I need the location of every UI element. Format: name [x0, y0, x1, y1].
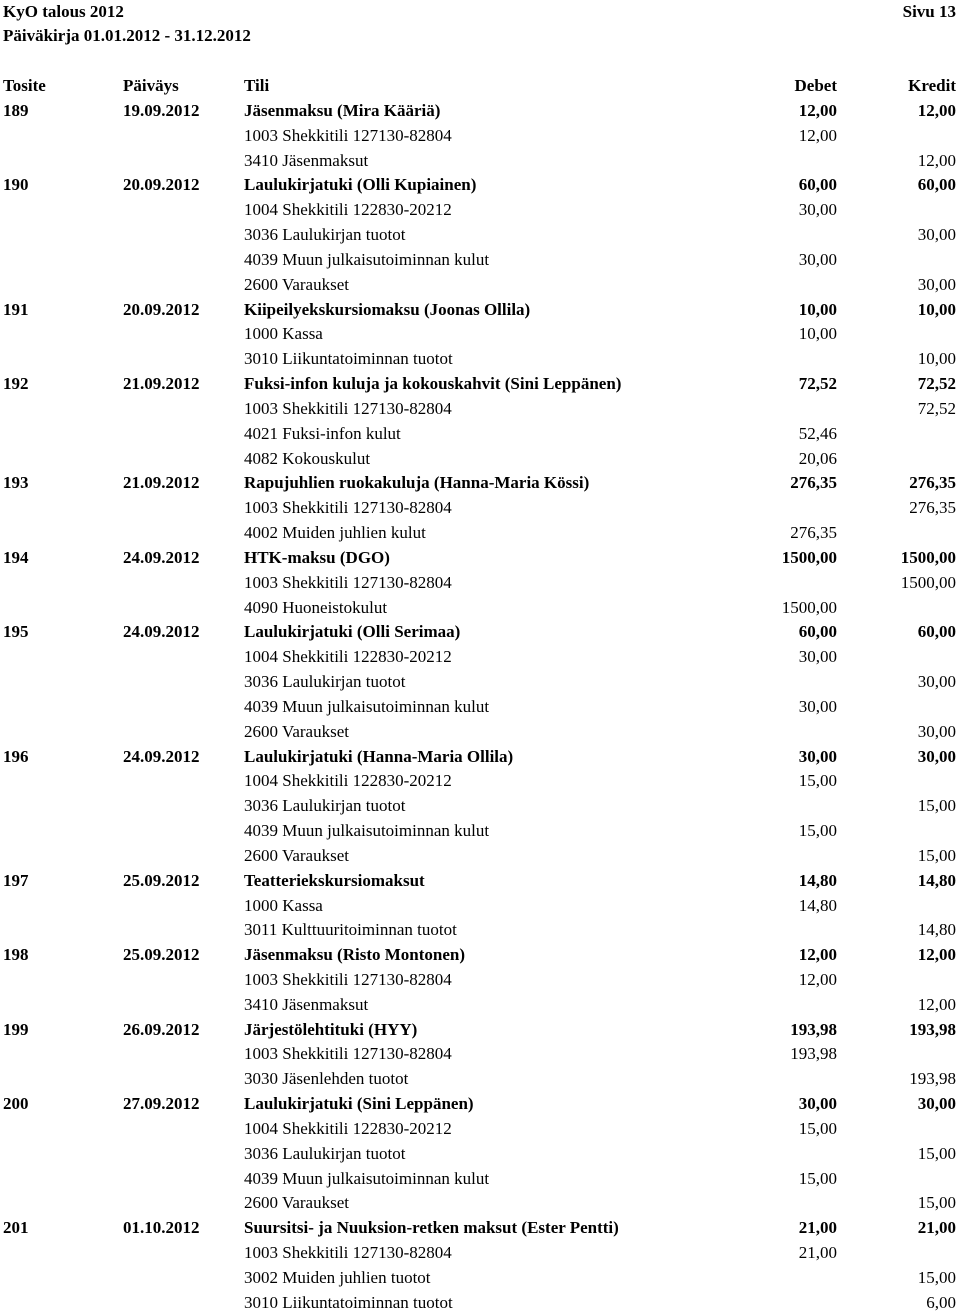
document-subtitle: Päiväkirja 01.01.2012 - 31.12.2012: [3, 26, 251, 45]
account-debet: 15,00: [798, 771, 837, 791]
account-debet: 15,00: [798, 821, 837, 841]
account-line: [0, 1241, 960, 1266]
entry-id: 189: [3, 101, 29, 120]
account-kredit: 15,00: [917, 1193, 956, 1213]
account-name: 1004 Shekkitili 122830-20212: [244, 647, 452, 667]
entry-debet: 60,00: [798, 175, 837, 195]
account-kredit: 14,80: [917, 920, 956, 940]
account-line: [0, 695, 960, 720]
entry-row: [0, 1018, 960, 1043]
account-line: [0, 248, 960, 273]
entry-debet: 12,00: [798, 945, 837, 965]
column-header-paivays: Päiväys: [123, 76, 179, 95]
account-name: 3030 Jäsenlehden tuotot: [244, 1069, 409, 1089]
account-name: 3036 Laulukirjan tuotot: [244, 672, 406, 692]
account-name: 1003 Shekkitili 127130-82804: [244, 1243, 452, 1263]
entry-kredit: 30,00: [917, 1094, 956, 1114]
account-line: [0, 968, 960, 993]
entry-description: Järjestölehtituki (HYY): [244, 1019, 418, 1039]
account-name: 1000 Kassa: [244, 324, 323, 344]
entry-id: 199: [3, 1019, 29, 1039]
account-line: [0, 720, 960, 745]
account-debet: 30,00: [798, 696, 837, 716]
entry-row: [0, 1092, 960, 1117]
entry-id: 201: [3, 1218, 29, 1238]
account-name: 4039 Muun julkaisutoiminnan kulut: [244, 1168, 490, 1188]
account-line: [0, 422, 960, 447]
entry-kredit: 10,00: [917, 299, 956, 319]
account-line: [0, 918, 960, 943]
column-header-kredit: Kredit: [908, 76, 956, 95]
account-debet: 1500,00: [781, 597, 837, 617]
account-kredit: 15,00: [917, 796, 956, 816]
account-kredit: 30,00: [917, 721, 956, 741]
entry-date: 24.09.2012: [123, 622, 200, 642]
entry-date: 20.09.2012: [123, 299, 200, 319]
entry-row: [0, 943, 960, 968]
entry-date: 24.09.2012: [123, 547, 200, 567]
page-number: Sivu 13: [902, 2, 956, 21]
entry-id: 190: [3, 175, 29, 195]
account-line: [0, 844, 960, 869]
document-title: KyO talous 2012: [3, 2, 124, 21]
entry-debet: 14,80: [798, 870, 837, 890]
account-debet: 52,46: [798, 423, 837, 443]
entry-kredit: 276,35: [909, 473, 956, 493]
entry-debet: 12,00: [798, 101, 837, 120]
entry-debet: 30,00: [798, 746, 837, 766]
entry-kredit: 30,00: [917, 746, 956, 766]
account-name: 3002 Muiden juhlien tuotot: [244, 1267, 431, 1287]
account-name: 2600 Varaukset: [244, 845, 349, 865]
account-name: 1003 Shekkitili 127130-82804: [244, 398, 452, 418]
entry-debet: 21,00: [798, 1218, 837, 1238]
account-name: 3011 Kulttuuritoiminnan tuotot: [244, 920, 457, 940]
account-line: [0, 322, 960, 347]
account-line: [0, 596, 960, 621]
account-debet: 10,00: [798, 324, 837, 344]
account-kredit: 276,35: [909, 498, 956, 518]
account-name: 2600 Varaukset: [244, 1193, 349, 1213]
entry-date: 20.09.2012: [123, 175, 200, 195]
account-kredit: 1500,00: [900, 572, 956, 592]
account-name: 3036 Laulukirjan tuotot: [244, 225, 406, 245]
account-name: 4021 Fuksi-infon kulut: [244, 423, 401, 443]
account-name: 4090 Huoneistokulut: [244, 597, 388, 617]
account-kredit: 15,00: [917, 1143, 956, 1163]
entry-description: Jäsenmaksu (Risto Montonen): [244, 945, 466, 965]
account-line: [0, 273, 960, 298]
account-line: [0, 1266, 960, 1291]
entry-description: Laulukirjatuki (Sini Leppänen): [244, 1094, 474, 1114]
entry-row: [0, 372, 960, 397]
entry-debet: 193,98: [790, 1019, 837, 1039]
column-header-tosite: Tosite: [3, 76, 46, 95]
entry-date: 24.09.2012: [123, 746, 200, 766]
entry-description: Rapujuhlien ruokakuluja (Hanna-Maria Kössi): [244, 473, 590, 493]
entry-row: [0, 173, 960, 198]
entry-kredit: 60,00: [917, 175, 956, 195]
entry-row: [0, 1216, 960, 1241]
entry-id: 195: [3, 622, 29, 642]
account-kredit: 72,52: [917, 398, 956, 418]
entry-row: [0, 745, 960, 770]
entry-debet: 10,00: [798, 299, 837, 319]
account-line: [0, 1291, 960, 1316]
account-kredit: 12,00: [917, 150, 956, 170]
account-line: [0, 347, 960, 372]
account-line: [0, 397, 960, 422]
entry-date: 27.09.2012: [123, 1094, 200, 1114]
entry-id: 197: [3, 870, 29, 890]
entry-row: [0, 620, 960, 645]
account-kredit: 6,00: [926, 1292, 956, 1312]
account-debet: 12,00: [798, 125, 837, 145]
account-line: [0, 1067, 960, 1092]
column-header-row: [0, 74, 960, 98]
account-name: 4039 Muun julkaisutoiminnan kulut: [244, 249, 490, 269]
entry-id: 196: [3, 746, 29, 766]
account-kredit: 12,00: [917, 994, 956, 1014]
account-line: [0, 769, 960, 794]
account-debet: 30,00: [798, 249, 837, 269]
entry-debet: 276,35: [790, 473, 837, 493]
entry-description: Laulukirjatuki (Olli Kupiainen): [244, 175, 477, 195]
entry-kredit: 193,98: [909, 1019, 956, 1039]
entry-date: 26.09.2012: [123, 1019, 200, 1039]
entry-id: 192: [3, 374, 29, 394]
account-name: 1003 Shekkitili 127130-82804: [244, 572, 452, 592]
account-name: 1004 Shekkitili 122830-20212: [244, 1118, 452, 1138]
account-name: 3010 Liikuntatoiminnan tuotot: [244, 349, 453, 369]
entry-description: Laulukirjatuki (Hanna-Maria Ollila): [244, 746, 514, 766]
entry-row: [0, 298, 960, 323]
account-line: [0, 1042, 960, 1067]
account-kredit: 15,00: [917, 1267, 956, 1287]
entry-description: Kiipeilyekskursiomaksu (Joonas Ollila): [244, 299, 531, 319]
account-kredit: 193,98: [909, 1069, 956, 1089]
entry-id: 200: [3, 1094, 29, 1114]
entry-debet: 30,00: [798, 1094, 837, 1114]
account-line: [0, 794, 960, 819]
account-debet: 14,80: [798, 895, 837, 915]
entry-date: 01.10.2012: [123, 1218, 200, 1238]
account-name: 2600 Varaukset: [244, 721, 349, 741]
account-name: 3036 Laulukirjan tuotot: [244, 796, 406, 816]
account-kredit: 10,00: [917, 349, 956, 369]
account-debet: 30,00: [798, 647, 837, 667]
account-name: 1003 Shekkitili 127130-82804: [244, 969, 452, 989]
account-line: [0, 1117, 960, 1142]
entry-kredit: 1500,00: [900, 547, 956, 567]
entry-id: 198: [3, 945, 29, 965]
account-line: [0, 1142, 960, 1167]
account-debet: 15,00: [798, 1118, 837, 1138]
account-line: [0, 1191, 960, 1216]
entry-description: Fuksi-infon kuluja ja kokouskahvit (Sini Leppänen): [244, 374, 622, 394]
account-name: 2600 Varaukset: [244, 274, 349, 294]
account-name: 4039 Muun julkaisutoiminnan kulut: [244, 696, 490, 716]
account-line: [0, 447, 960, 472]
entry-id: 191: [3, 299, 29, 319]
column-header-tili: Tili: [244, 76, 270, 95]
entry-row: [0, 99, 960, 124]
entry-id: 194: [3, 547, 29, 567]
entry-kredit: 12,00: [917, 945, 956, 965]
account-debet: 20,06: [798, 448, 837, 468]
entry-row: [0, 869, 960, 894]
account-line: [0, 819, 960, 844]
account-line: [0, 521, 960, 546]
entry-date: 25.09.2012: [123, 870, 200, 890]
account-line: [0, 993, 960, 1018]
account-line: [0, 645, 960, 670]
entry-description: Jäsenmaksu (Mira Kääriä): [244, 101, 441, 120]
account-line: [0, 198, 960, 223]
account-line: [0, 670, 960, 695]
entry-debet: 1500,00: [781, 547, 837, 567]
entry-kredit: 12,00: [917, 101, 956, 120]
account-name: 3410 Jäsenmaksut: [244, 150, 369, 170]
account-name: 3010 Liikuntatoiminnan tuotot: [244, 1292, 453, 1312]
entry-date: 21.09.2012: [123, 374, 200, 394]
account-line: [0, 1167, 960, 1192]
account-line: [0, 571, 960, 596]
account-line: [0, 496, 960, 521]
account-kredit: 30,00: [917, 225, 956, 245]
account-debet: 12,00: [798, 969, 837, 989]
account-debet: 15,00: [798, 1168, 837, 1188]
entry-date: 21.09.2012: [123, 473, 200, 493]
entry-description: Suursitsi- ja Nuuksion-retken maksut (Ester Pentti): [244, 1218, 619, 1238]
entry-description: HTK-maksu (DGO): [244, 547, 390, 567]
entry-description: Laulukirjatuki (Olli Serimaa): [244, 622, 461, 642]
entry-date: 19.09.2012: [123, 101, 200, 120]
entry-kredit: 21,00: [917, 1218, 956, 1238]
account-name: 4082 Kokouskulut: [244, 448, 371, 468]
entry-kredit: 60,00: [917, 622, 956, 642]
account-line: [0, 149, 960, 174]
account-debet: 276,35: [790, 523, 837, 543]
entry-row: [0, 471, 960, 496]
account-kredit: 30,00: [917, 672, 956, 692]
account-name: 1003 Shekkitili 127130-82804: [244, 1044, 452, 1064]
account-debet: 193,98: [790, 1044, 837, 1064]
entry-kredit: 14,80: [917, 870, 956, 890]
entry-id: 193: [3, 473, 29, 493]
entry-row: [0, 546, 960, 571]
account-line: [0, 223, 960, 248]
account-line: [0, 124, 960, 149]
account-debet: 21,00: [798, 1243, 837, 1263]
account-line: [0, 894, 960, 919]
entry-description: Teatteriekskursiomaksut: [244, 870, 425, 890]
entry-debet: 72,52: [798, 374, 837, 394]
account-kredit: 30,00: [917, 274, 956, 294]
entry-debet: 60,00: [798, 622, 837, 642]
account-name: 3410 Jäsenmaksut: [244, 994, 369, 1014]
account-name: 1003 Shekkitili 127130-82804: [244, 125, 452, 145]
account-debet: 30,00: [798, 200, 837, 220]
account-name: 1003 Shekkitili 127130-82804: [244, 498, 452, 518]
account-kredit: 15,00: [917, 845, 956, 865]
account-name: 1004 Shekkitili 122830-20212: [244, 200, 452, 220]
account-name: 1004 Shekkitili 122830-20212: [244, 771, 452, 791]
entry-kredit: 72,52: [917, 374, 956, 394]
account-name: 4002 Muiden juhlien kulut: [244, 523, 426, 543]
journal-table: [0, 99, 960, 1316]
account-name: 3036 Laulukirjan tuotot: [244, 1143, 406, 1163]
entry-date: 25.09.2012: [123, 945, 200, 965]
account-name: 1000 Kassa: [244, 895, 323, 915]
account-name: 4039 Muun julkaisutoiminnan kulut: [244, 821, 490, 841]
column-header-debet: Debet: [794, 76, 837, 95]
